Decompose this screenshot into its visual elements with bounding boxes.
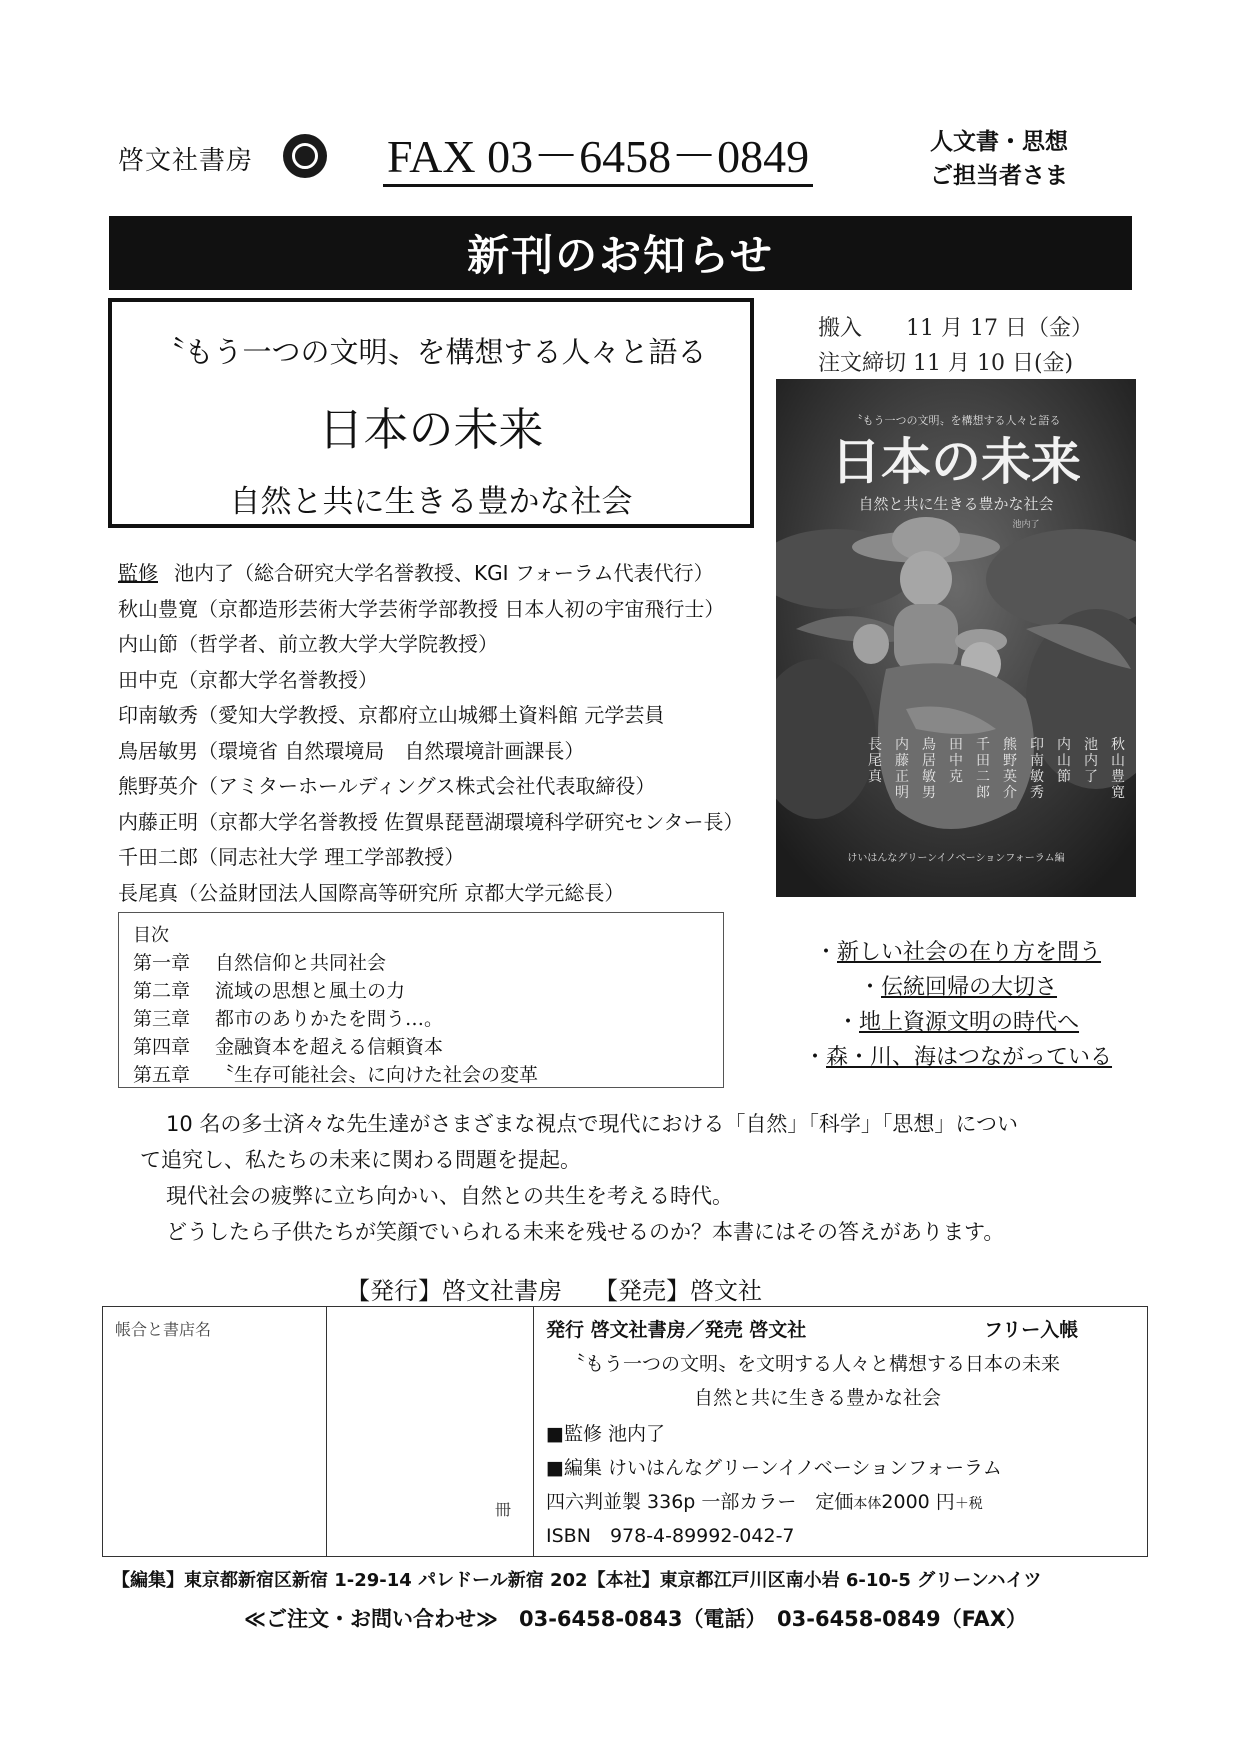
book-cover-image [776, 379, 1136, 897]
toc-chapter [133, 1005, 723, 1033]
free-entry: フリー入帳 [984, 1319, 1079, 1341]
footer-contact: ≪ご注文・お問い合わせ≫ 03-6458-0843（電話） 03-6458-0849（FAX） [244, 1607, 1027, 1631]
order-isbn-label: ISBN [546, 1525, 591, 1547]
cover-author-name: 鳥居敏男 [922, 737, 936, 801]
toc-chapter-title: 〝生存可能社会〟に向けた社会の変革 [215, 1064, 539, 1086]
cover-top-text: 〝もう一つの文明〟を構想する人々と語る [851, 414, 1061, 427]
supervisor-name: 池内了（総合研究大学名誉教授、KGI フォーラム代表代行） [174, 561, 714, 585]
order-title-line1: 〝もう一つの文明〟を文明する人々と構想する日本の未来 [566, 1353, 1061, 1375]
cover-author-name: 内山節 [1057, 737, 1071, 785]
feature-bullet: ・新しい社会の在り方を問う [814, 940, 1102, 965]
book-title: 日本の未来 [318, 403, 544, 456]
contributor-row: 千田二郎（同志社大学 理工学部教授） [118, 845, 465, 869]
toc-chapter-number: 第四章 [133, 1036, 191, 1058]
toc-chapter-title: 自然信仰と共同社会 [215, 952, 387, 974]
quantity-field[interactable] [327, 1307, 534, 1556]
book-subtitle-bottom: 自然と共に生きる豊かな社会 [229, 484, 633, 520]
feature-bullet: ・地上資源文明の時代へ [836, 1010, 1080, 1035]
description-line: て追究し、私たちの未来に関わる問題を提起。 [140, 1148, 581, 1172]
order-isbn-number: 978-4-89992-042-7 [609, 1525, 795, 1547]
contributor-row: 内山節（哲学者、前立教大学大学院教授） [118, 632, 498, 656]
schedule-dates [818, 311, 1093, 381]
publisher-logo-icon [283, 134, 327, 178]
toc-chapter-title: 金融資本を超える信頼資本 [215, 1036, 444, 1058]
book-subtitle-top: 〝もう一つの文明〟を構想する人々と語る [155, 335, 707, 369]
toc-chapter [133, 977, 723, 1005]
shop-name-field[interactable] [103, 1307, 327, 1556]
cover-editor-small: 池内了 [1012, 520, 1040, 530]
feature-bullets [768, 935, 1148, 1075]
delivery-date: 搬入 11 月 17 日（金） [818, 316, 1093, 341]
order-editor: ■編集 けいはんなグリーンイノベーションフォーラム [546, 1457, 1002, 1479]
feature-bullet: ・伝統回帰の大切さ [858, 975, 1058, 1000]
order-supervisor: ■監修 池内了 [546, 1423, 665, 1445]
contributor-row: 熊野英介（アミターホールディングス株式会社代表取締役） [118, 774, 656, 798]
cover-subtitle: 自然と共に生きる豊かな社会 [858, 495, 1054, 513]
toc-chapter [133, 949, 723, 977]
issuer-line [346, 1271, 794, 1306]
contributor-row: 長尾真（公益財団法人国際高等研究所 京都大学元総長） [118, 880, 625, 905]
supervisor-label: 監修 [118, 561, 158, 585]
toc-chapter [133, 1061, 723, 1089]
toc-chapter-title: 流域の思想と風土の力 [215, 980, 406, 1002]
contributors-list [118, 556, 744, 911]
table-of-contents [118, 912, 724, 1088]
recipient [930, 125, 1068, 193]
cover-author-name: 池内了 [1084, 737, 1098, 785]
cover-author-name: 秋山豊寛 [1111, 737, 1125, 801]
cover-author-name: 長尾真 [868, 737, 882, 785]
recipient-line1: 人文書・思想 [930, 129, 1068, 155]
contributor-row: 印南敏秀（愛知大学教授、京都府立山城郷土資料館 元学芸員 [118, 703, 665, 727]
order-price-prefix: 本体 [853, 1496, 882, 1512]
cover-bottom-text: けいはんなグリーンイノベーションフォーラム編 [847, 853, 1065, 864]
toc-chapter-number: 第二章 [133, 980, 191, 1002]
toc-chapter-number: 第一章 [133, 952, 191, 974]
footer-address: 【編集】東京都新宿区新宿 1-29-14 パレドール新宿 202【本社】東京都江戸川区南小岩 6-10-5 グリーンハイツ [112, 1570, 1042, 1591]
cover-title: 日本の未来 [831, 432, 1081, 491]
order-pub-line: 発行 啓文社書房／発売 啓文社 [546, 1319, 807, 1341]
book-order-info [534, 1307, 1146, 1556]
fax-number: FAX 03－6458－0849 [383, 130, 813, 187]
shop-name-label: 帳合と書店名 [115, 1320, 212, 1339]
order-title-line2: 自然と共に生きる豊かな社会 [694, 1387, 942, 1409]
toc-chapter-number: 第三章 [133, 1008, 191, 1030]
feature-bullet: ・森・川、海はつながっている [803, 1045, 1113, 1070]
new-release-banner: 新刊のお知らせ [109, 216, 1132, 290]
recipient-line2: ご担当者さま [930, 163, 1068, 189]
contributor-row: 鳥居敏男（環境省 自然環境局 自然環境計画課長） [118, 738, 585, 763]
description-line: 10 名の多士済々な先生達がさまざまな視点で現代における「自然」「科学」「思想」につい [166, 1112, 1018, 1136]
book-title-box [108, 298, 754, 528]
contributor-row: 内藤正明（京都大学名誉教授 佐賀県琵琶湖環境科学研究センター長） [118, 809, 744, 834]
publisher-name: 啓文社書房 [118, 146, 254, 176]
toc-title: 目次 [133, 925, 169, 946]
order-deadline: 注文締切 11 月 10 日(金) [818, 351, 1074, 376]
description-line: どうしたら子供たちが笑顔でいられる未来を残せるのか？本書にはその答えがあります。 [166, 1220, 1005, 1244]
order-price: 2000 円 [881, 1491, 955, 1513]
contributor-row: 秋山豊寛（京都造形芸術大学芸術学部教授 日本人初の宇宙飛行士） [118, 596, 725, 621]
toc-chapter-number: 第五章 [133, 1064, 191, 1086]
cover-author-name: 千田二郎 [976, 737, 990, 801]
issuer-seller: 【発売】啓文社 [594, 1277, 762, 1305]
description [140, 1106, 1130, 1250]
cover-author-name: 熊野英介 [1003, 737, 1017, 801]
order-format: 四六判並製 336p 一部カラー 定価 [546, 1491, 854, 1513]
toc-chapter [133, 1033, 723, 1061]
cover-author-name: 内藤正明 [895, 737, 909, 801]
supervisor-row [118, 556, 744, 592]
order-format-price [546, 1487, 983, 1514]
contributor-row: 田中克（京都大学名誉教授） [118, 667, 378, 692]
description-line: 現代社会の疲弊に立ち向かい、自然との共生を考える時代。 [166, 1184, 733, 1208]
quantity-unit: 冊 [494, 1500, 511, 1519]
toc-chapter-title: 都市のありかたを問う…。 [215, 1008, 444, 1030]
order-isbn [546, 1521, 795, 1548]
order-tax: ＋税 [954, 1496, 983, 1512]
cover-author-name: 田中克 [949, 737, 963, 785]
cover-author-name: 印南敏秀 [1030, 737, 1044, 801]
issuer-publisher: 【発行】啓文社書房 [346, 1277, 562, 1305]
order-form [102, 1306, 1148, 1557]
